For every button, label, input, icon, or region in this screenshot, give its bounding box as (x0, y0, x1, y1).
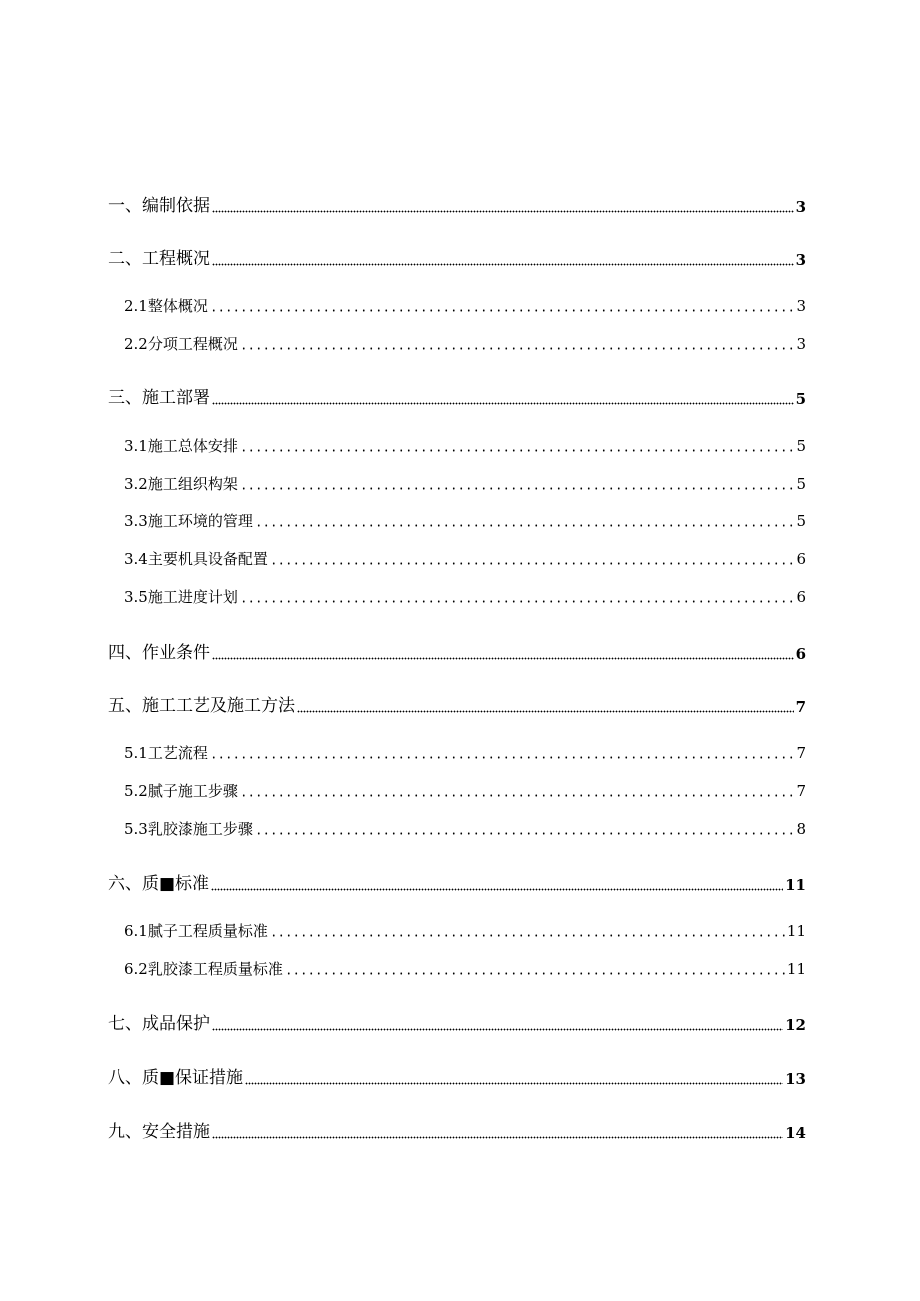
toc-page-number: 8 (796, 820, 806, 838)
toc-page-number: 5 (796, 437, 806, 455)
toc-entry-title: 3.3施工环境的管理 (124, 512, 253, 530)
toc-entry-chapter-5[interactable] (108, 694, 806, 716)
toc-entry-section-2-1[interactable] (124, 295, 806, 315)
toc-entry-chapter-6[interactable] (108, 872, 806, 894)
toc-page-number: 5 (795, 390, 806, 408)
toc-page-number: 3 (795, 251, 806, 269)
toc-entry-section-3-2[interactable] (124, 473, 806, 493)
toc-page-number: 3 (796, 335, 806, 353)
toc-entry-chapter-9[interactable] (108, 1120, 806, 1142)
toc-dot-leader (240, 600, 795, 603)
toc-entry-title: 5.2腻子施工步骤 (124, 782, 238, 800)
toc-entry-title: 6.1腻子工程质量标准 (124, 922, 268, 940)
toc-dot-leader (212, 210, 794, 213)
toc-page-number: 6 (795, 645, 806, 663)
toc-page-number: 7 (796, 744, 806, 762)
toc-page-number: 5 (796, 475, 806, 493)
toc-entry-section-5-1[interactable] (124, 742, 806, 762)
toc-entry-title: 2.1整体概况 (124, 297, 208, 315)
toc-dot-leader (255, 832, 795, 835)
toc-entry-title: 3.4主要机具设备配置 (124, 550, 268, 568)
toc-page-number: 3 (795, 198, 806, 216)
toc-entry-chapter-3[interactable] (108, 386, 806, 408)
toc-dot-leader (211, 888, 783, 891)
toc-entry-title: 九、安全措施 (108, 1122, 210, 1142)
toc-dot-leader (270, 934, 785, 937)
toc-entry-chapter-1[interactable] (108, 194, 806, 216)
toc-entry-title: 三、施工部署 (108, 388, 210, 408)
toc-entry-section-5-3[interactable] (124, 818, 806, 838)
toc-dot-leader (240, 449, 795, 452)
toc-entry-section-3-5[interactable] (124, 586, 806, 606)
toc-entry-chapter-8[interactable] (108, 1066, 806, 1088)
toc-entry-section-3-3[interactable] (124, 510, 806, 530)
toc-dot-leader (297, 710, 794, 713)
toc-dot-leader (240, 347, 795, 350)
toc-page-number: 6 (796, 550, 806, 568)
toc-entry-section-3-4[interactable] (124, 548, 806, 568)
toc-entry-title: 6.2乳胶漆工程质量标准 (124, 960, 283, 978)
toc-page-number: 3 (796, 297, 806, 315)
toc-page-number: 11 (786, 960, 806, 978)
toc-page-number: 11 (786, 922, 806, 940)
toc-dot-leader (245, 1082, 783, 1085)
toc-entry-title: 二、工程概况 (108, 249, 210, 269)
toc-entry-title: 五、施工工艺及施工方法 (108, 696, 295, 716)
toc-entry-title: 3.5施工进度计划 (124, 588, 238, 606)
toc-entry-chapter-2[interactable] (108, 247, 806, 269)
toc-entry-title: 八、质■保证措施 (108, 1068, 244, 1088)
toc-entry-chapter-4[interactable] (108, 641, 806, 663)
toc-entry-title: 2.2分项工程概况 (124, 335, 238, 353)
toc-page-number: 11 (785, 876, 806, 894)
toc-page-number: 7 (796, 782, 806, 800)
toc-entry-section-6-2[interactable] (124, 958, 806, 978)
toc-entry-title: 一、编制依据 (108, 196, 210, 216)
toc-dot-leader (210, 756, 795, 759)
toc-entry-title: 六、质■标准 (108, 874, 210, 894)
toc-dot-leader (285, 972, 785, 975)
toc-entry-title: 四、作业条件 (108, 643, 210, 663)
toc-entry-title: 3.2施工组织构架 (124, 475, 238, 493)
toc-dot-leader (270, 562, 795, 565)
toc-entry-title: 3.1施工总体安排 (124, 437, 238, 455)
toc-entry-title: 5.1工艺流程 (124, 744, 208, 762)
toc-entry-title: 5.3乳胶漆施工步骤 (124, 820, 253, 838)
toc-dot-leader (212, 1136, 783, 1139)
toc-entry-chapter-7[interactable] (108, 1012, 806, 1034)
toc-page-number: 12 (785, 1016, 806, 1034)
toc-dot-leader (255, 524, 795, 527)
toc-dot-leader (212, 402, 794, 405)
toc-entry-title: 七、成品保护 (108, 1014, 210, 1034)
toc-page-number: 6 (796, 588, 806, 606)
toc-page-number: 13 (785, 1070, 806, 1088)
toc-entry-section-2-2[interactable] (124, 333, 806, 353)
toc-page-number: 5 (796, 512, 806, 530)
toc-dot-leader (210, 309, 795, 312)
toc-page-number: 14 (785, 1124, 806, 1142)
toc-dot-leader (212, 263, 794, 266)
toc-dot-leader (212, 1028, 783, 1031)
toc-page-number: 7 (795, 698, 806, 716)
toc-entry-section-3-1[interactable] (124, 435, 806, 455)
toc-entry-section-5-2[interactable] (124, 780, 806, 800)
toc-entry-section-6-1[interactable] (124, 920, 806, 940)
toc-dot-leader (212, 657, 794, 660)
toc-dot-leader (240, 794, 795, 797)
toc-dot-leader (240, 487, 795, 490)
